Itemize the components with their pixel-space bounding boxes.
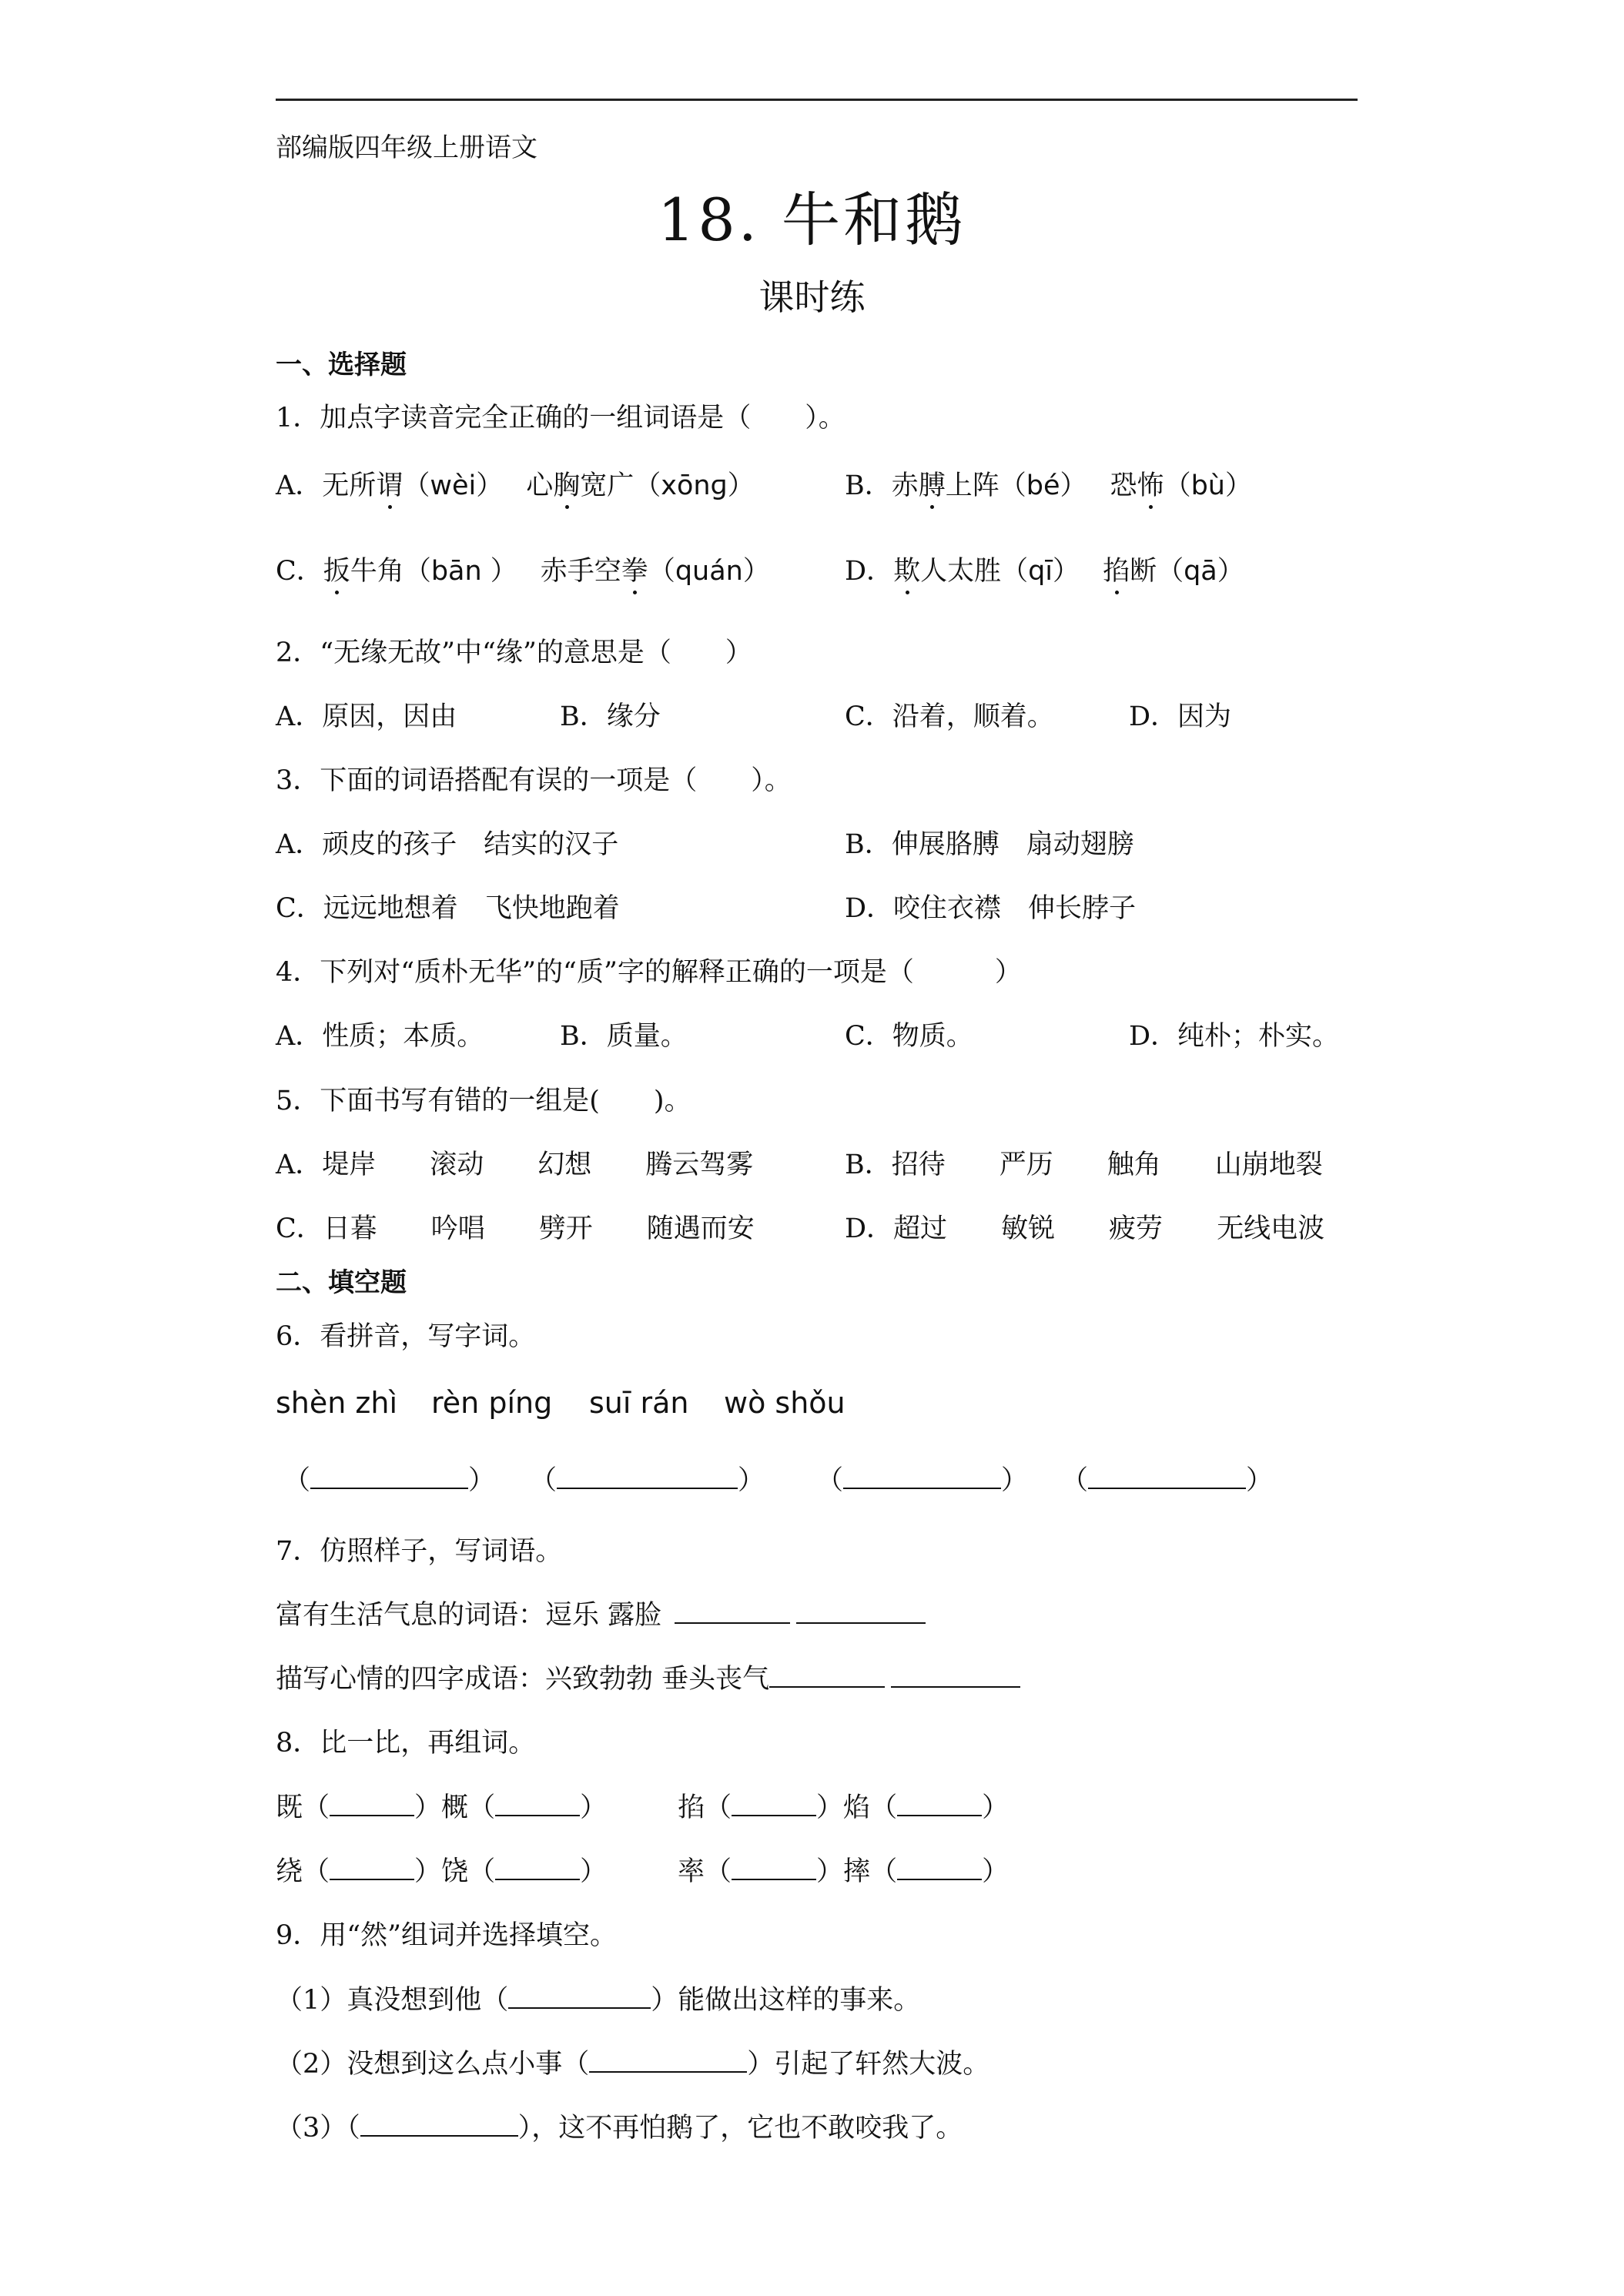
answer-blank[interactable] [897,1793,982,1816]
answer-blank-2[interactable]: （ ） [530,1459,765,1498]
page-title: 18. 牛和鹅 [657,186,967,254]
question-2-stem: 2．“无缘无故”中“缘”的意思是（ ） [276,638,752,668]
question-8-stem: 8．比一比，再组词。 [276,1728,536,1759]
question-1-option-d: D．欺人太胜（qī） 掐断（qā） [845,550,1244,588]
dotted-char: 怖 [1137,464,1164,503]
question-1-stem: 1．加点字读音完全正确的一组词语是（ ）。 [276,403,845,433]
question-5-option-b: B．招待 严历 触角 山崩地裂 [845,1150,1323,1180]
answer-blank[interactable] [360,2114,518,2137]
question-1-option-c: C．扳牛角（bān ） 赤手空拳（quán） [276,550,770,588]
answer-blank-1[interactable]: （ ） [283,1459,495,1498]
question-4-option-c: C．物质。 [845,1021,973,1052]
question-8-row-2a: 绕（ ）饶（ ） [276,1856,608,1887]
question-1-option-a: A．无所谓（wèi） 心胸宽广（xōnɡ） [276,464,755,503]
question-5-option-a: A．堤岸 滚动 幻想 腾云驾雾 [276,1150,754,1180]
dotted-char: 膊 [919,464,946,503]
question-3-option-d: D．咬住衣襟 伸长脖子 [845,893,1137,924]
dotted-char: 胸 [553,464,580,503]
answer-blank[interactable] [589,2050,747,2073]
answer-blank[interactable] [495,1857,580,1880]
question-6-stem: 6．看拼音，写字词。 [276,1321,536,1352]
pinyin-2: rèn píng [431,1386,553,1420]
top-rule [276,99,1358,101]
answer-blank[interactable] [891,1665,1020,1688]
question-7-stem: 7．仿照样子，写词语。 [276,1536,563,1567]
pinyin-4: wò shǒu [724,1386,845,1420]
question-7-line-1: 富有生活气息的词语：逗乐 露脸 [276,1594,926,1632]
question-5-option-d: D．超过 敏锐 疲劳 无线电波 [845,1213,1325,1244]
question-5-option-c: C．日暮 吟唱 劈开 随遇而安 [276,1213,755,1244]
question-2-option-a: A．原因，因由 [276,701,457,732]
page-subtitle: 课时练 [758,276,866,318]
question-3-option-a: A．顽皮的孩子 结实的汉子 [276,829,619,860]
dotted-char: 拳 [621,550,648,588]
section-title-choice: 一、选择题 [276,350,407,380]
answer-blank[interactable] [769,1665,885,1688]
question-7-line-2: 描写心情的四字成语：兴致勃勃 垂头丧气 [276,1658,1020,1696]
question-2-option-c: C．沿着，顺着。 [845,701,1054,732]
answer-blank[interactable] [495,1793,580,1816]
question-2-option-b: B．缘分 [560,701,661,732]
dotted-char: 扳 [323,550,350,588]
answer-blank[interactable] [732,1857,816,1880]
pinyin-3: suī rán [589,1386,689,1420]
question-4-option-d: D．纯朴；朴实。 [1129,1021,1340,1052]
question-2-option-d: D．因为 [1129,701,1232,732]
question-9-sentence-1: （1）真没想到他（ ）能做出这样的事来。 [276,1985,921,2016]
question-3-stem: 3．下面的词语搭配有误的一项是（ ）。 [276,765,792,796]
question-8-row-1b: 掐（ ）焰（ ） [678,1792,1010,1823]
question-9-stem: 9．用“然”组词并选择填空。 [276,1920,618,1951]
question-5-stem: 5．下面书写有错的一组是( )。 [276,1086,691,1116]
section-title-fill: 二、填空题 [276,1267,407,1298]
question-8-row-1a: 既（ ）概（ ） [276,1792,608,1823]
answer-blank[interactable] [732,1793,816,1816]
answer-blank[interactable] [897,1857,982,1880]
answer-blank[interactable] [675,1601,790,1624]
dotted-char: 欺 [893,550,920,588]
question-9-sentence-2: （2）没想到这么点小事（ ）引起了轩然大波。 [276,2049,990,2080]
question-3-option-c: C．远远地想着 飞快地跑着 [276,893,620,924]
book-label: 部编版四年级上册语文 [276,132,537,163]
answer-blank-4[interactable]: （ ） [1061,1459,1273,1498]
question-8-row-2b: 率（ ）摔（ ） [678,1856,1010,1887]
pinyin-1: shèn zhì [276,1386,398,1420]
answer-blank[interactable] [796,1601,926,1624]
answer-blank-3[interactable]: （ ） [816,1459,1028,1498]
answer-blank[interactable] [330,1857,414,1880]
question-4-stem: 4．下列对“质朴无华”的“质”字的解释正确的一项是（ ） [276,957,1022,988]
answer-blank[interactable] [330,1793,414,1816]
dotted-char: 谓 [376,464,403,503]
question-4-option-b: B．质量。 [560,1021,688,1052]
question-1-option-b: B．赤膊上阵（bé） 恐怖（bù） [845,464,1252,503]
question-3-option-b: B．伸展胳膊 扇动翅膀 [845,829,1134,860]
question-9-sentence-3: （3）（ ），这不再怕鹅了，它也不敢咬我了。 [276,2113,963,2144]
answer-blank[interactable] [508,1986,651,2009]
question-4-option-a: A．性质；本质。 [276,1021,484,1052]
dotted-char: 掐 [1103,550,1130,588]
